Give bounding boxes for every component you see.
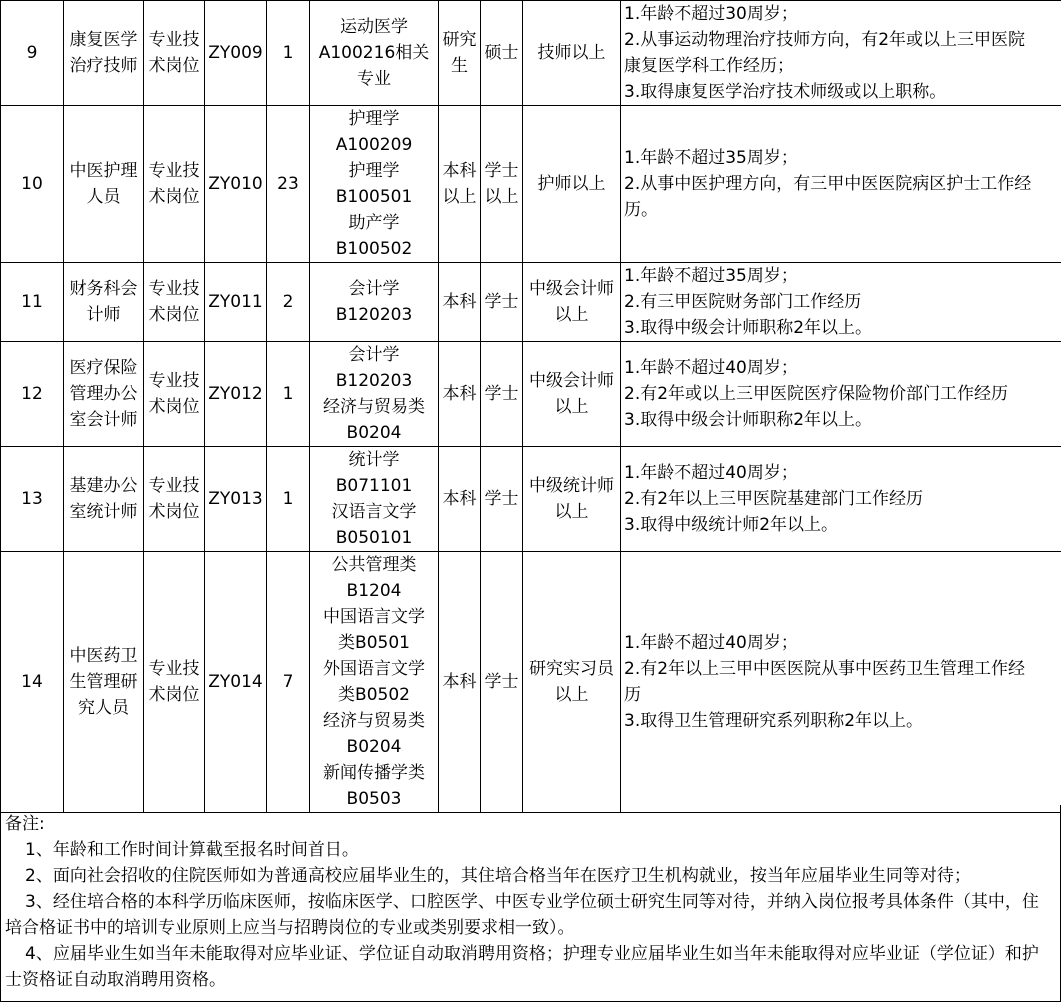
degree-requirement-cell [481, 447, 523, 552]
hire-count-cell: 7 [267, 552, 310, 813]
other-requirements-line: 2.有2年或以上三甲医院医疗保险物价部门工作经历 [624, 384, 1009, 404]
post-name-line: 基建办公 [69, 476, 138, 496]
major-requirement-line: A100209 [335, 135, 413, 155]
title-requirement-line: 以上 [554, 305, 589, 325]
post-name-line: 中医药卫 [69, 646, 138, 666]
other-requirements-line: 1.年龄不超过40周岁； [624, 358, 798, 378]
hire-count-cell: 23 [267, 106, 310, 263]
title-requirement-cell [523, 106, 621, 263]
title-requirement-cell [523, 552, 621, 813]
other-requirements-line: 2.有2年以上三甲医院基建部门工作经历 [624, 489, 924, 509]
post-category-line: 术岗位 [148, 187, 200, 207]
hire-count-cell: 1 [267, 342, 310, 447]
other-requirements-line: 1.年龄不超过30周岁； [624, 4, 798, 24]
post-category-line: 专业技 [148, 161, 200, 181]
major-requirement-line: 新闻传播学类 [323, 763, 425, 783]
major-requirement-line: 专业 [357, 69, 391, 89]
post-category-cell [144, 263, 205, 342]
degree-requirement-line: 学士 [484, 489, 519, 509]
post-name-cell [64, 342, 144, 447]
post-name-cell [64, 106, 144, 263]
row-number-cell: 11 [1, 263, 64, 342]
major-requirement-line: 类B0501 [338, 633, 410, 653]
major-requirement-line: 护理学 [348, 161, 400, 181]
row-number-cell: 10 [1, 106, 64, 263]
notes-section [0, 805, 1061, 1002]
post-category-line: 专业技 [148, 279, 200, 299]
post-category-line: 术岗位 [148, 502, 200, 522]
major-requirement-line: 类B0502 [338, 685, 410, 705]
post-name-line: 治疗技师 [69, 56, 138, 76]
note-item: 3、经住培合格的本科学历临床医师，按临床医学、口腔医学、中医专业学位硕士研究生同等对待，并纳入岗位报考具体条件（其中，住培合格证书中的培训专业原则上应当与招聘岗位的专业或类别要求相一致）。 [5, 892, 1039, 938]
note-item: 2、面向社会招收的住院医师如为普通高校应届毕业生的，其住培合格当年在医疗卫生机构就业，按当年应届毕业生同等对待； [25, 866, 971, 886]
other-requirements-cell [621, 552, 1061, 813]
education-requirement-cell [439, 342, 481, 447]
major-requirement-line: B0503 [346, 789, 402, 809]
education-requirement-line: 本科 [442, 489, 477, 509]
note-item: 4、应届毕业生如当年未能取得对应毕业证、学位证自动取消聘用资格；护理专业应届毕业生如当年未能取得对应毕业证（学位证）和护士资格证自动取消聘用资格。 [5, 944, 1039, 990]
major-requirement-cell [310, 1, 439, 106]
title-requirement-cell [523, 342, 621, 447]
post-name-line: 中医护理 [69, 161, 138, 181]
degree-requirement-cell [481, 263, 523, 342]
post-name-line: 室统计师 [69, 502, 138, 522]
title-requirement-line: 以上 [554, 685, 589, 705]
degree-requirement-line: 以上 [484, 187, 519, 207]
major-requirement-line: 汉语言文学 [331, 502, 417, 522]
major-requirement-line: 会计学 [348, 345, 400, 365]
hire-count-cell: 1 [267, 447, 310, 552]
post-category-line: 术岗位 [148, 685, 200, 705]
post-name-line: 财务科会 [69, 279, 138, 299]
row-number-cell: 12 [1, 342, 64, 447]
post-name-line: 人员 [86, 187, 121, 207]
other-requirements-cell [621, 263, 1061, 342]
title-requirement-line: 护师以上 [537, 174, 606, 194]
title-requirement-line: 中级会计师 [529, 371, 614, 391]
other-requirements-cell [621, 1, 1061, 106]
post-name-line: 医疗保险 [69, 358, 138, 378]
post-category-line: 专业技 [148, 659, 200, 679]
hire-count-cell: 2 [267, 263, 310, 342]
title-requirement-line: 中级统计师 [529, 476, 614, 496]
major-requirement-line: B0204 [346, 737, 402, 757]
other-requirements-line: 3.取得中级会计师职称2年以上。 [624, 410, 873, 430]
row-number-cell: 13 [1, 447, 64, 552]
post-name-line: 管理办公 [69, 384, 138, 404]
major-requirement-cell [310, 552, 439, 813]
degree-requirement-line: 学士 [484, 161, 519, 181]
major-requirement-cell [310, 263, 439, 342]
post-code-cell: ZY010 [205, 106, 267, 263]
post-category-cell [144, 552, 205, 813]
post-name-cell [64, 263, 144, 342]
other-requirements-line: 2.从事运动物理治疗技师方向，有2年或以上三甲医院 [624, 30, 1026, 50]
post-name-cell [64, 1, 144, 106]
major-requirement-line: 外国语言文学 [323, 659, 425, 679]
table-row [1, 263, 1061, 342]
post-name-line: 生管理研 [69, 672, 138, 692]
post-category-line: 专业技 [148, 476, 200, 496]
major-requirement-line: 经济与贸易类 [323, 711, 425, 731]
degree-requirement-line: 学士 [484, 384, 519, 404]
degree-requirement-cell [481, 106, 523, 263]
post-category-cell [144, 106, 205, 263]
education-requirement-line: 本科 [442, 161, 477, 181]
other-requirements-cell [621, 447, 1061, 552]
major-requirement-line: B0204 [346, 423, 402, 443]
education-requirement-line: 本科 [442, 384, 477, 404]
major-requirement-line: 护理学 [348, 109, 400, 129]
education-requirement-line: 生 [451, 56, 468, 76]
degree-requirement-cell [481, 552, 523, 813]
post-category-line: 专业技 [148, 371, 200, 391]
post-name-line: 究人员 [78, 698, 129, 718]
major-requirement-line: 助产学 [348, 213, 400, 233]
major-requirement-cell [310, 342, 439, 447]
post-category-line: 术岗位 [148, 305, 200, 325]
other-requirements-line: 1.年龄不超过35周岁； [624, 266, 798, 286]
post-category-cell [144, 342, 205, 447]
other-requirements-line: 2.有三甲医院财务部门工作经历 [624, 292, 862, 312]
title-requirement-line: 以上 [554, 502, 589, 522]
other-requirements-line: 2.从事中医护理方向，有三甲中医医院病区护士工作经 [624, 174, 1032, 194]
title-requirement-cell [523, 263, 621, 342]
post-name-line: 康复医学 [69, 30, 138, 50]
post-name-cell [64, 552, 144, 813]
post-category-line: 专业技 [148, 30, 200, 50]
other-requirements-line: 历。 [624, 200, 658, 220]
education-requirement-cell [439, 1, 481, 106]
other-requirements-line: 历 [624, 685, 641, 705]
degree-requirement-line: 学士 [484, 672, 519, 692]
title-requirement-cell [523, 1, 621, 106]
table-row [1, 1, 1061, 106]
title-requirement-line: 中级会计师 [529, 279, 614, 299]
hire-count-cell: 1 [267, 1, 310, 106]
post-category-line: 术岗位 [148, 56, 200, 76]
major-requirement-line: B100501 [335, 187, 413, 207]
title-requirement-cell [523, 447, 621, 552]
major-requirement-line: 公共管理类 [331, 555, 417, 575]
degree-requirement-line: 学士 [484, 292, 519, 312]
other-requirements-line: 3.取得卫生管理研究系列职称2年以上。 [624, 711, 924, 731]
major-requirement-line: 运动医学 [340, 17, 408, 37]
major-requirement-line: B120203 [335, 371, 413, 391]
post-name-cell [64, 447, 144, 552]
major-requirement-line: A100216相关 [318, 43, 430, 63]
post-category-line: 术岗位 [148, 397, 200, 417]
title-requirement-line: 研究实习员 [529, 659, 614, 679]
other-requirements-line: 康复医学科工作经历； [624, 56, 794, 76]
major-requirement-line: B050101 [335, 528, 413, 548]
title-requirement-line: 技师以上 [537, 43, 606, 63]
major-requirement-cell [310, 106, 439, 263]
post-category-cell [144, 447, 205, 552]
major-requirement-line: B1204 [346, 581, 402, 601]
education-requirement-cell [439, 552, 481, 813]
other-requirements-line: 1.年龄不超过35周岁； [624, 148, 798, 168]
education-requirement-line: 本科 [442, 292, 477, 312]
post-category-cell [144, 1, 205, 106]
table-row [1, 342, 1061, 447]
other-requirements-line: 3.取得中级会计师职称2年以上。 [624, 318, 873, 338]
degree-requirement-line: 硕士 [484, 43, 519, 63]
other-requirements-cell [621, 106, 1061, 263]
title-requirement-line: 以上 [554, 397, 589, 417]
post-code-cell: ZY013 [205, 447, 267, 552]
post-name-line: 计师 [86, 305, 121, 325]
education-requirement-line: 研究 [442, 30, 477, 50]
post-name-line: 室会计师 [69, 410, 138, 430]
degree-requirement-cell [481, 1, 523, 106]
major-requirement-line: 统计学 [348, 450, 400, 470]
education-requirement-cell [439, 447, 481, 552]
major-requirement-line: B120203 [335, 305, 413, 325]
other-requirements-cell [621, 342, 1061, 447]
table-row [1, 447, 1061, 552]
notes-title: 备注: [5, 814, 45, 834]
post-code-cell: ZY011 [205, 263, 267, 342]
post-code-cell: ZY009 [205, 1, 267, 106]
major-requirement-line: 经济与贸易类 [323, 397, 425, 417]
other-requirements-line: 3.取得康复医学治疗技术师级或以上职称。 [624, 82, 947, 102]
major-requirement-line: B071101 [335, 476, 413, 496]
other-requirements-line: 3.取得中级统计师2年以上。 [624, 515, 839, 535]
note-item: 1、年龄和工作时间计算截至报名时间首日。 [25, 840, 359, 860]
other-requirements-line: 2.有2年以上三甲中医医院从事中医药卫生管理工作经 [624, 659, 1026, 679]
other-requirements-line: 1.年龄不超过40周岁； [624, 633, 798, 653]
post-code-cell: ZY012 [205, 342, 267, 447]
table-body [1, 1, 1061, 813]
row-number-cell: 9 [1, 1, 64, 106]
other-requirements-line: 1.年龄不超过40周岁； [624, 463, 798, 483]
major-requirement-line: 会计学 [348, 279, 400, 299]
education-requirement-line: 本科 [442, 672, 477, 692]
degree-requirement-cell [481, 342, 523, 447]
education-requirement-cell [439, 106, 481, 263]
education-requirement-line: 以上 [442, 187, 477, 207]
major-requirement-cell [310, 447, 439, 552]
table-row [1, 552, 1061, 813]
table-row [1, 106, 1061, 263]
education-requirement-cell [439, 263, 481, 342]
row-number-cell: 14 [1, 552, 64, 813]
major-requirement-line: B100502 [335, 239, 413, 259]
post-code-cell: ZY014 [205, 552, 267, 813]
major-requirement-line: 中国语言文学 [323, 607, 425, 627]
